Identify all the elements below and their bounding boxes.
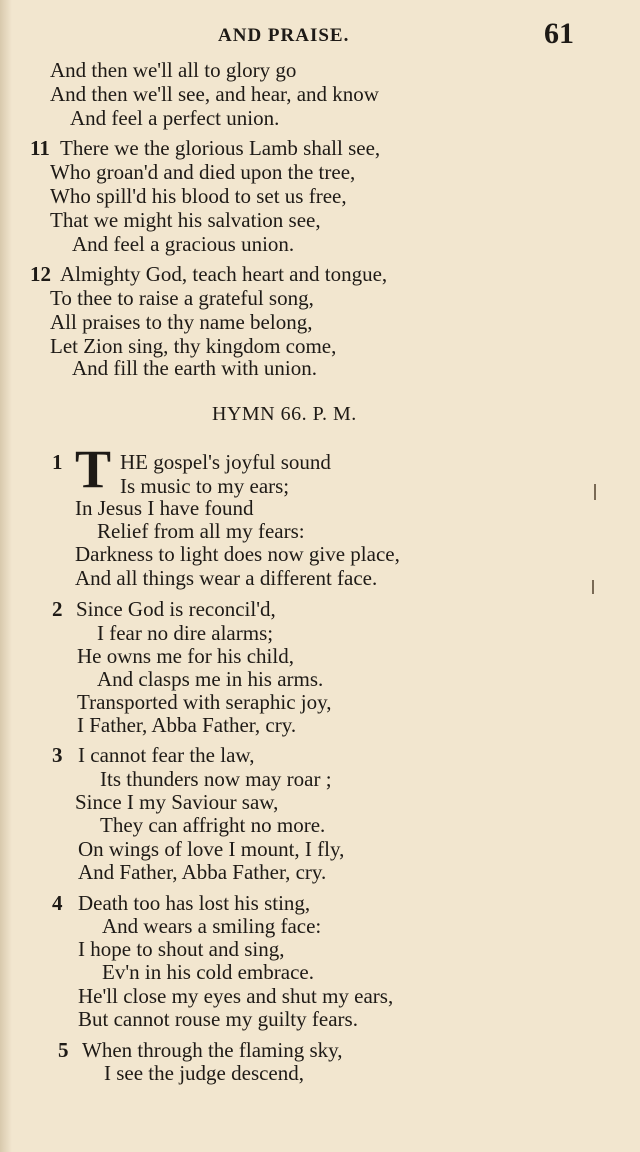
stanza2-line-6: I Father, Abba Father, cry. [77, 713, 297, 737]
stanza4-line-4: Ev'n in his cold embrace. [102, 960, 314, 984]
stanza2-line-1: Since God is reconcil'd, [76, 597, 276, 621]
stanza5-line-1: When through the flaming sky, [82, 1038, 343, 1062]
stanza3-line-4: They can affright no more. [100, 813, 326, 837]
verse11-line-2: Who groan'd and died upon the tree, [50, 160, 356, 184]
stanza4-line-5: He'll close my eyes and shut my ears, [78, 984, 394, 1008]
verse11-line-3: Who spill'd his blood to set us free, [50, 184, 347, 208]
verse12-line-2: To thee to raise a grateful song, [50, 286, 314, 310]
stanza1-line-6: And all things wear a different face. [75, 566, 378, 590]
stanza-number-3: 3 [52, 743, 63, 767]
stanza1-line-1: HE gospel's joyful sound [120, 450, 331, 474]
binding-shadow [0, 0, 12, 1152]
top-line-1: And then we'll all to glory go [50, 58, 297, 82]
page-header [0, 17, 640, 60]
verse12-line-3: All praises to thy name belong, [50, 310, 313, 334]
stanza-number-5: 5 [58, 1038, 69, 1062]
margin-mark [592, 580, 594, 594]
stanza-number-2: 2 [52, 597, 63, 621]
stanza4-line-2: And wears a smiling face: [102, 914, 322, 938]
verse12-line-1: Almighty God, teach heart and tongue, [60, 262, 388, 286]
stanza4-line-3: I hope to shout and sing, [78, 937, 285, 961]
stanza2-line-3: He owns me for his child, [77, 644, 294, 668]
verse11-line-1: There we the glorious Lamb shall see, [60, 136, 381, 160]
stanza2-line-4: And clasps me in his arms. [97, 667, 324, 691]
stanza1-line-4: Relief from all my fears: [97, 519, 305, 543]
running-head: AND PRAISE. [218, 25, 350, 46]
stanza4-line-6: But cannot rouse my guilty fears. [78, 1007, 358, 1031]
hymn-title: HYMN 66. P. M. [212, 403, 357, 425]
verse12-line-5: And fill the earth with union. [72, 356, 317, 380]
stanza3-line-1: I cannot fear the law, [78, 743, 255, 767]
stanza4-line-1: Death too has lost his sting, [78, 891, 311, 915]
stanza3-line-2: Its thunders now may roar ; [100, 767, 332, 791]
stanza1-line-3: In Jesus I have found [75, 496, 254, 520]
verse-number-11: 11 [30, 136, 50, 160]
stanza2-line-5: Transported with seraphic joy, [77, 690, 332, 714]
verse-number-12: 12 [30, 262, 51, 286]
stanza3-line-6: And Father, Abba Father, cry. [78, 860, 327, 884]
stanza2-line-2: I fear no dire alarms; [97, 621, 274, 645]
stanza-number-4: 4 [52, 891, 63, 915]
stanza5-line-2: I see the judge descend, [104, 1061, 305, 1085]
stanza1-line-5: Darkness to light does now give place, [75, 542, 400, 566]
stanza1-line-2: Is music to my ears; [120, 474, 290, 498]
verse11-line-5: And feel a gracious union. [72, 232, 295, 256]
top-line-3: And feel a perfect union. [70, 106, 280, 130]
stanza-number-1: 1 [52, 450, 63, 474]
stanza3-line-5: On wings of love I mount, I fly, [78, 837, 345, 861]
top-line-2: And then we'll see, and hear, and know [50, 82, 379, 106]
verse11-line-4: That we might his salvation see, [50, 208, 321, 232]
margin-mark [594, 484, 596, 500]
drop-cap: T [75, 439, 112, 499]
stanza3-line-3: Since I my Saviour saw, [75, 790, 279, 814]
verse12-line-4: Let Zion sing, thy kingdom come, [50, 334, 337, 358]
page-number: 61 [544, 17, 574, 50]
